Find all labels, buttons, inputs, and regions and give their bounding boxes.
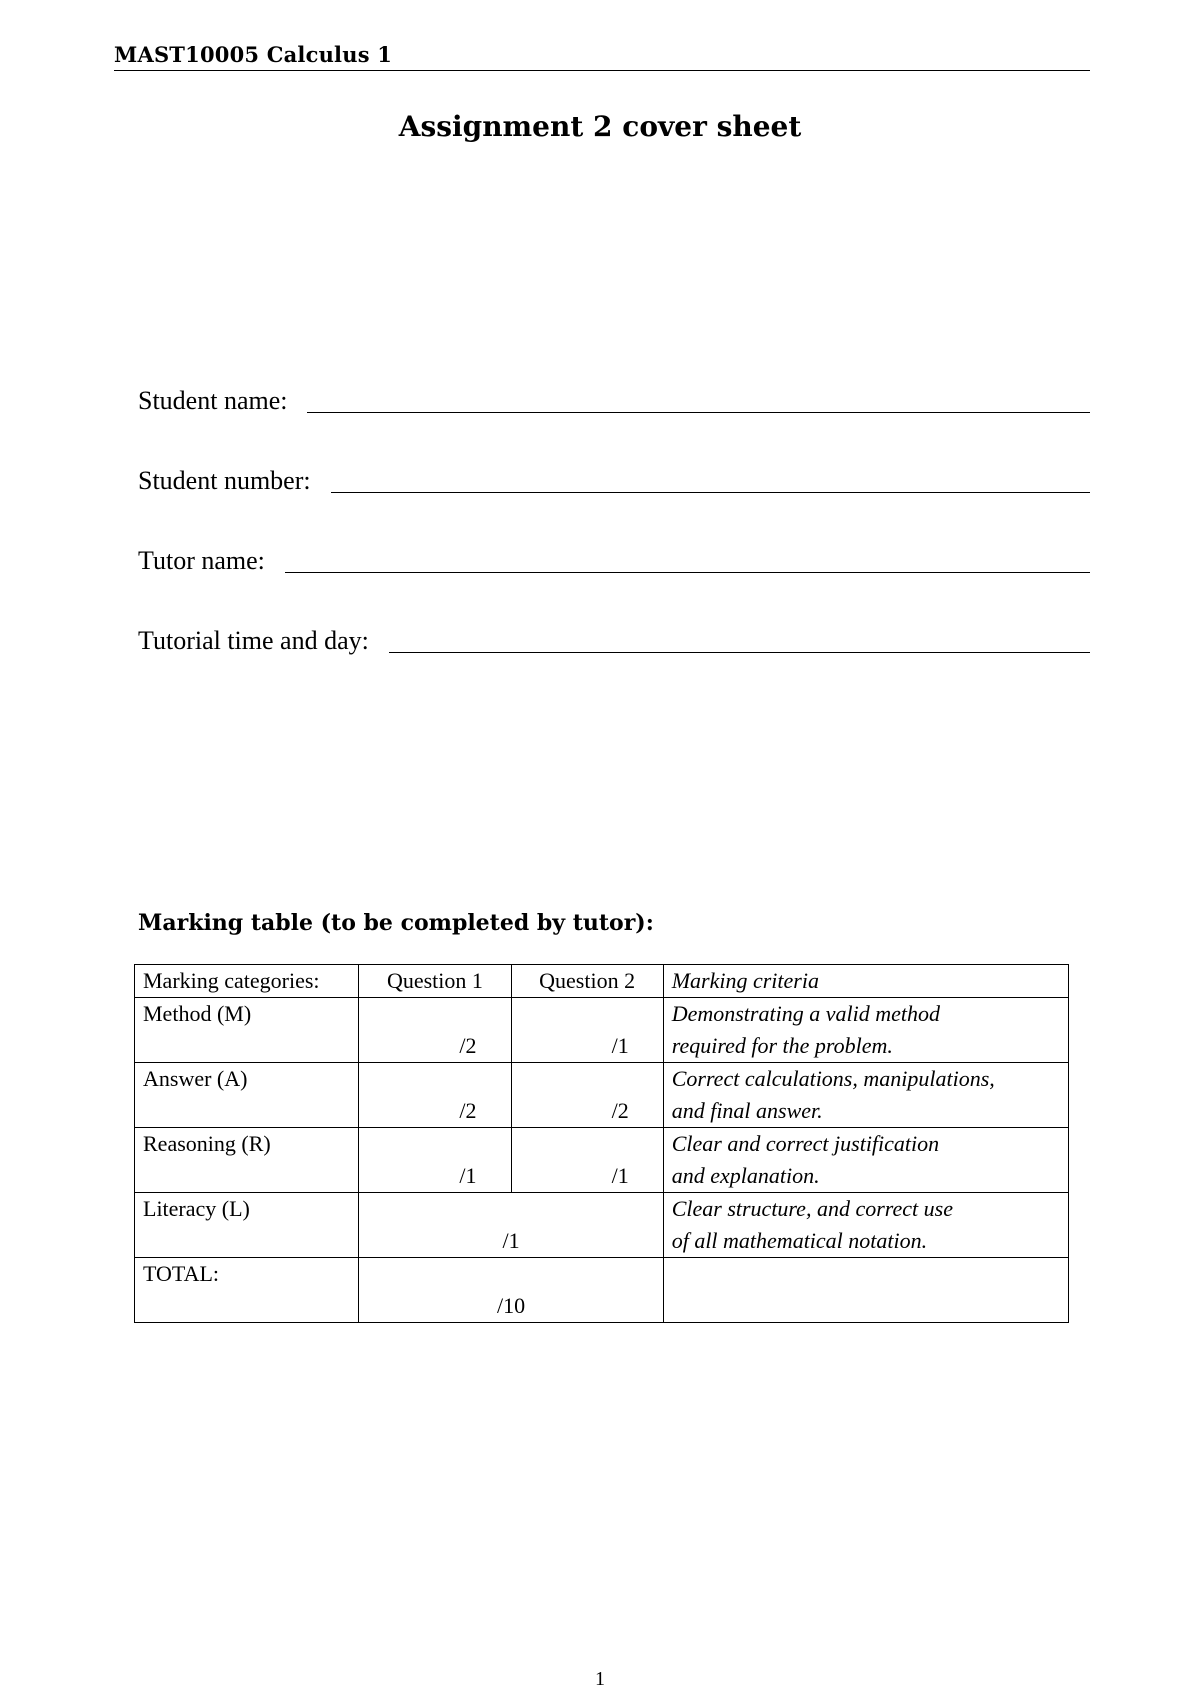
score-cell[interactable] (511, 998, 663, 1063)
criteria-line: Clear and correct justification (671, 1131, 940, 1156)
table-row (135, 1193, 1069, 1258)
course-title: MAST10005 Calculus 1 (114, 42, 393, 67)
student-number-field[interactable] (138, 466, 1090, 496)
total-label: TOTAL: (143, 1261, 220, 1286)
table-row (135, 1128, 1069, 1193)
category-answer: Answer (A) (143, 1066, 248, 1091)
page-header (114, 40, 1090, 71)
tutorial-time-label: Tutorial time and day: (138, 626, 369, 655)
score-cell[interactable] (359, 998, 511, 1063)
criteria-cell (663, 1193, 1068, 1258)
table-row (135, 1063, 1069, 1128)
score-max: /2 (459, 1098, 477, 1123)
header-question-1: Question 1 (359, 965, 511, 998)
category-method: Method (M) (143, 1001, 252, 1026)
criteria-line: Clear structure, and correct use (671, 1196, 953, 1221)
category-literacy: Literacy (L) (143, 1196, 250, 1221)
score-cell[interactable] (511, 1063, 663, 1128)
criteria-line: Demonstrating a valid method (671, 1001, 940, 1026)
student-number-line[interactable] (331, 492, 1090, 493)
score-cell[interactable] (359, 1063, 511, 1128)
criteria-line: and final answer. (671, 1098, 823, 1123)
tutorial-time-line[interactable] (389, 652, 1090, 653)
total-score-cell[interactable] (359, 1258, 663, 1323)
criteria-line: of all mathematical notation. (671, 1228, 928, 1253)
tutor-name-label: Tutor name: (138, 546, 265, 575)
criteria-line: and explanation. (671, 1163, 820, 1188)
tutor-name-field[interactable] (138, 546, 1090, 576)
criteria-cell (663, 998, 1068, 1063)
score-cell-merged[interactable] (359, 1193, 663, 1258)
student-name-label: Student name: (138, 386, 288, 415)
score-cell[interactable] (511, 1128, 663, 1193)
category-cell (135, 1063, 359, 1128)
score-cell[interactable] (359, 1128, 511, 1193)
criteria-cell (663, 1063, 1068, 1128)
student-name-line[interactable] (307, 412, 1090, 413)
page-title: Assignment 2 cover sheet (398, 110, 802, 143)
header-question-2: Question 2 (511, 965, 663, 998)
page-number: 1 (595, 1668, 605, 1690)
score-max: /1 (611, 1033, 629, 1058)
table-header-row (135, 965, 1069, 998)
criteria-line: required for the problem. (671, 1033, 893, 1058)
category-cell (135, 1128, 359, 1193)
table-row (135, 998, 1069, 1063)
table-row-total (135, 1258, 1069, 1323)
score-max: /2 (611, 1098, 629, 1123)
criteria-cell-empty (663, 1258, 1068, 1323)
category-cell (135, 1258, 359, 1323)
total-max: /10 (496, 1293, 526, 1318)
category-reasoning: Reasoning (R) (143, 1131, 271, 1156)
category-cell (135, 1193, 359, 1258)
category-cell (135, 998, 359, 1063)
score-max: /1 (611, 1163, 629, 1188)
score-max: /1 (459, 1163, 477, 1188)
marking-table-heading: Marking table (to be completed by tutor): (138, 910, 654, 936)
criteria-cell (663, 1128, 1068, 1193)
criteria-line: Correct calculations, manipulations, (671, 1066, 995, 1091)
score-max: /2 (459, 1033, 477, 1058)
student-name-field[interactable] (138, 386, 1090, 416)
marking-table (134, 964, 1069, 1323)
tutorial-time-field[interactable] (138, 626, 1090, 656)
student-number-label: Student number: (138, 466, 311, 495)
tutor-name-line[interactable] (285, 572, 1090, 573)
header-categories: Marking categories: (135, 965, 359, 998)
score-max: /1 (502, 1228, 520, 1253)
header-criteria: Marking criteria (663, 965, 1068, 998)
